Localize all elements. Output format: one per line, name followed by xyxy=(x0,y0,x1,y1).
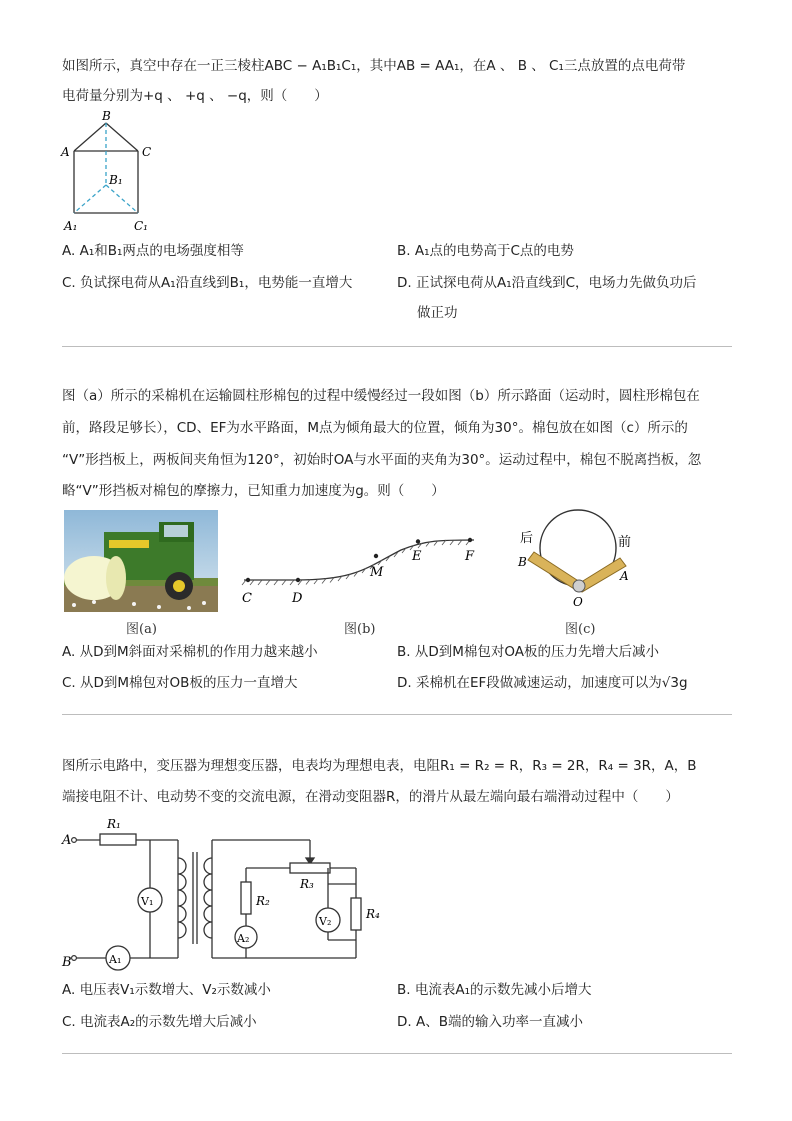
q3-label-R3: R₃ xyxy=(300,877,314,891)
q2-figure-a-photo xyxy=(64,510,218,612)
q3-label-R2: R₂ xyxy=(256,894,270,908)
q2-road-label-F: F xyxy=(465,549,475,564)
q1-stem-line2: 电荷量分别为+q 、 +q 、 −q，则（ ） xyxy=(62,88,328,104)
q2-vboard-label-back: 后 xyxy=(520,531,534,546)
q1-option-b: B. A₁点的电势高于C点的电势 xyxy=(397,243,574,259)
q3-meter-V2: V₂ xyxy=(319,915,332,928)
q2-road-label-M: M xyxy=(370,565,384,580)
q3-meter-A1: A₁ xyxy=(109,953,122,966)
q3-circuit-diagram xyxy=(60,812,390,974)
q2-option-c: C. 从D到M棉包对OB板的压力一直增大 xyxy=(62,675,298,691)
q1-label-C1: C₁ xyxy=(134,219,148,233)
q2-option-b: B. 从D到M棉包对OA板的压力先增大后减小 xyxy=(397,644,660,660)
q1-label-A1: A₁ xyxy=(64,219,78,233)
q2-stem-line1: 图（a）所示的采棉机在运输圆柱形棉包的过程中缓慢经过一段如图（b）所示路面（运动时，圆柱形棉包在 xyxy=(62,388,700,404)
q1-label-A: A xyxy=(61,145,70,159)
q3-option-d: D. A、B端的输入功率一直减小 xyxy=(397,1014,583,1030)
q2-road-label-C: C xyxy=(242,591,252,606)
separator-3 xyxy=(62,1053,732,1054)
q1-option-c: C. 负试探电荷从A₁沿直线到B₁，电势能一直增大 xyxy=(62,275,353,291)
q3-option-c: C. 电流表A₂的示数先增大后减小 xyxy=(62,1014,257,1030)
q2-option-a: A. 从D到M斜面对采棉机的作用力越来越小 xyxy=(62,644,318,660)
q1-label-C: C xyxy=(142,145,152,159)
q1-option-a: A. A₁和B₁两点的电场强度相等 xyxy=(62,243,244,259)
separator-2 xyxy=(62,714,732,715)
q3-label-R4: R₄ xyxy=(366,907,380,921)
q2-stem-line4: 略“V”形挡板对棉包的摩擦力，已知重力加速度为g。则（ ） xyxy=(62,483,445,499)
q2-stem-line3: “V”形挡板上，两板间夹角恒为120°，初始时OA与水平面的夹角为30°。运动过程中，棉包不脱离挡板，忽 xyxy=(62,452,702,468)
q2-vboard-label-A: A xyxy=(620,569,629,583)
q2-vboard-label-O: O xyxy=(573,595,583,609)
q1-option-d-line2: 做正功 xyxy=(417,305,458,321)
q3-meter-A2: A₂ xyxy=(237,932,250,945)
q1-label-B1: B₁ xyxy=(109,173,123,187)
q3-stem-line1: 图所示电路中，变压器为理想变压器，电表均为理想电表，电阻R₁ = R₂ = R，R₃ = 2R，R₄ = 3R，A，B xyxy=(62,758,697,774)
q3-option-a: A. 电压表V₁示数增大、V₂示数减小 xyxy=(62,982,271,998)
separator-1 xyxy=(62,346,732,347)
q3-stem-line2: 端接电阻不计、电动势不变的交流电源，在滑动变阻器R，的滑片从最左端向最右端滑动过程中（ ） xyxy=(62,789,679,805)
q2-figure-b-caption: 图(b) xyxy=(344,622,376,637)
q1-prism-figure xyxy=(58,108,168,233)
q2-road-label-E: E xyxy=(412,549,422,564)
q2-figure-a-caption: 图(a) xyxy=(126,622,157,637)
q1-option-d-line1: D. 正试探电荷从A₁沿直线到C，电场力先做负功后 xyxy=(397,275,697,291)
q2-figure-c-vboard xyxy=(510,508,640,616)
q2-figure-c-caption: 图(c) xyxy=(565,622,596,637)
q2-figure-b-road xyxy=(236,528,486,613)
q3-meter-V1: V₁ xyxy=(141,895,154,908)
q3-terminal-B: B xyxy=(62,955,72,970)
q2-stem-line2: 前，路段足够长），CD、EF为水平路面，M点为倾角最大的位置，倾角为30°。棉包放在如图（c）所示的 xyxy=(62,420,688,436)
q1-label-B: B xyxy=(102,109,111,123)
q2-road-label-D: D xyxy=(292,591,303,606)
q2-vboard-label-front: 前 xyxy=(618,535,632,550)
q2-vboard-label-B: B xyxy=(518,555,527,569)
q3-option-b: B. 电流表A₁的示数先减小后增大 xyxy=(397,982,592,998)
q3-terminal-A: A xyxy=(62,833,72,848)
q2-option-d: D. 采棉机在EF段做减速运动，加速度可以为√3g xyxy=(397,675,688,691)
q3-label-R1: R₁ xyxy=(107,817,121,831)
q1-stem-line1: 如图所示，真空中存在一正三棱柱ABC − A₁B₁C₁，其中AB = AA₁，在A 、 B 、 C₁三点放置的点电荷带 xyxy=(62,58,686,74)
